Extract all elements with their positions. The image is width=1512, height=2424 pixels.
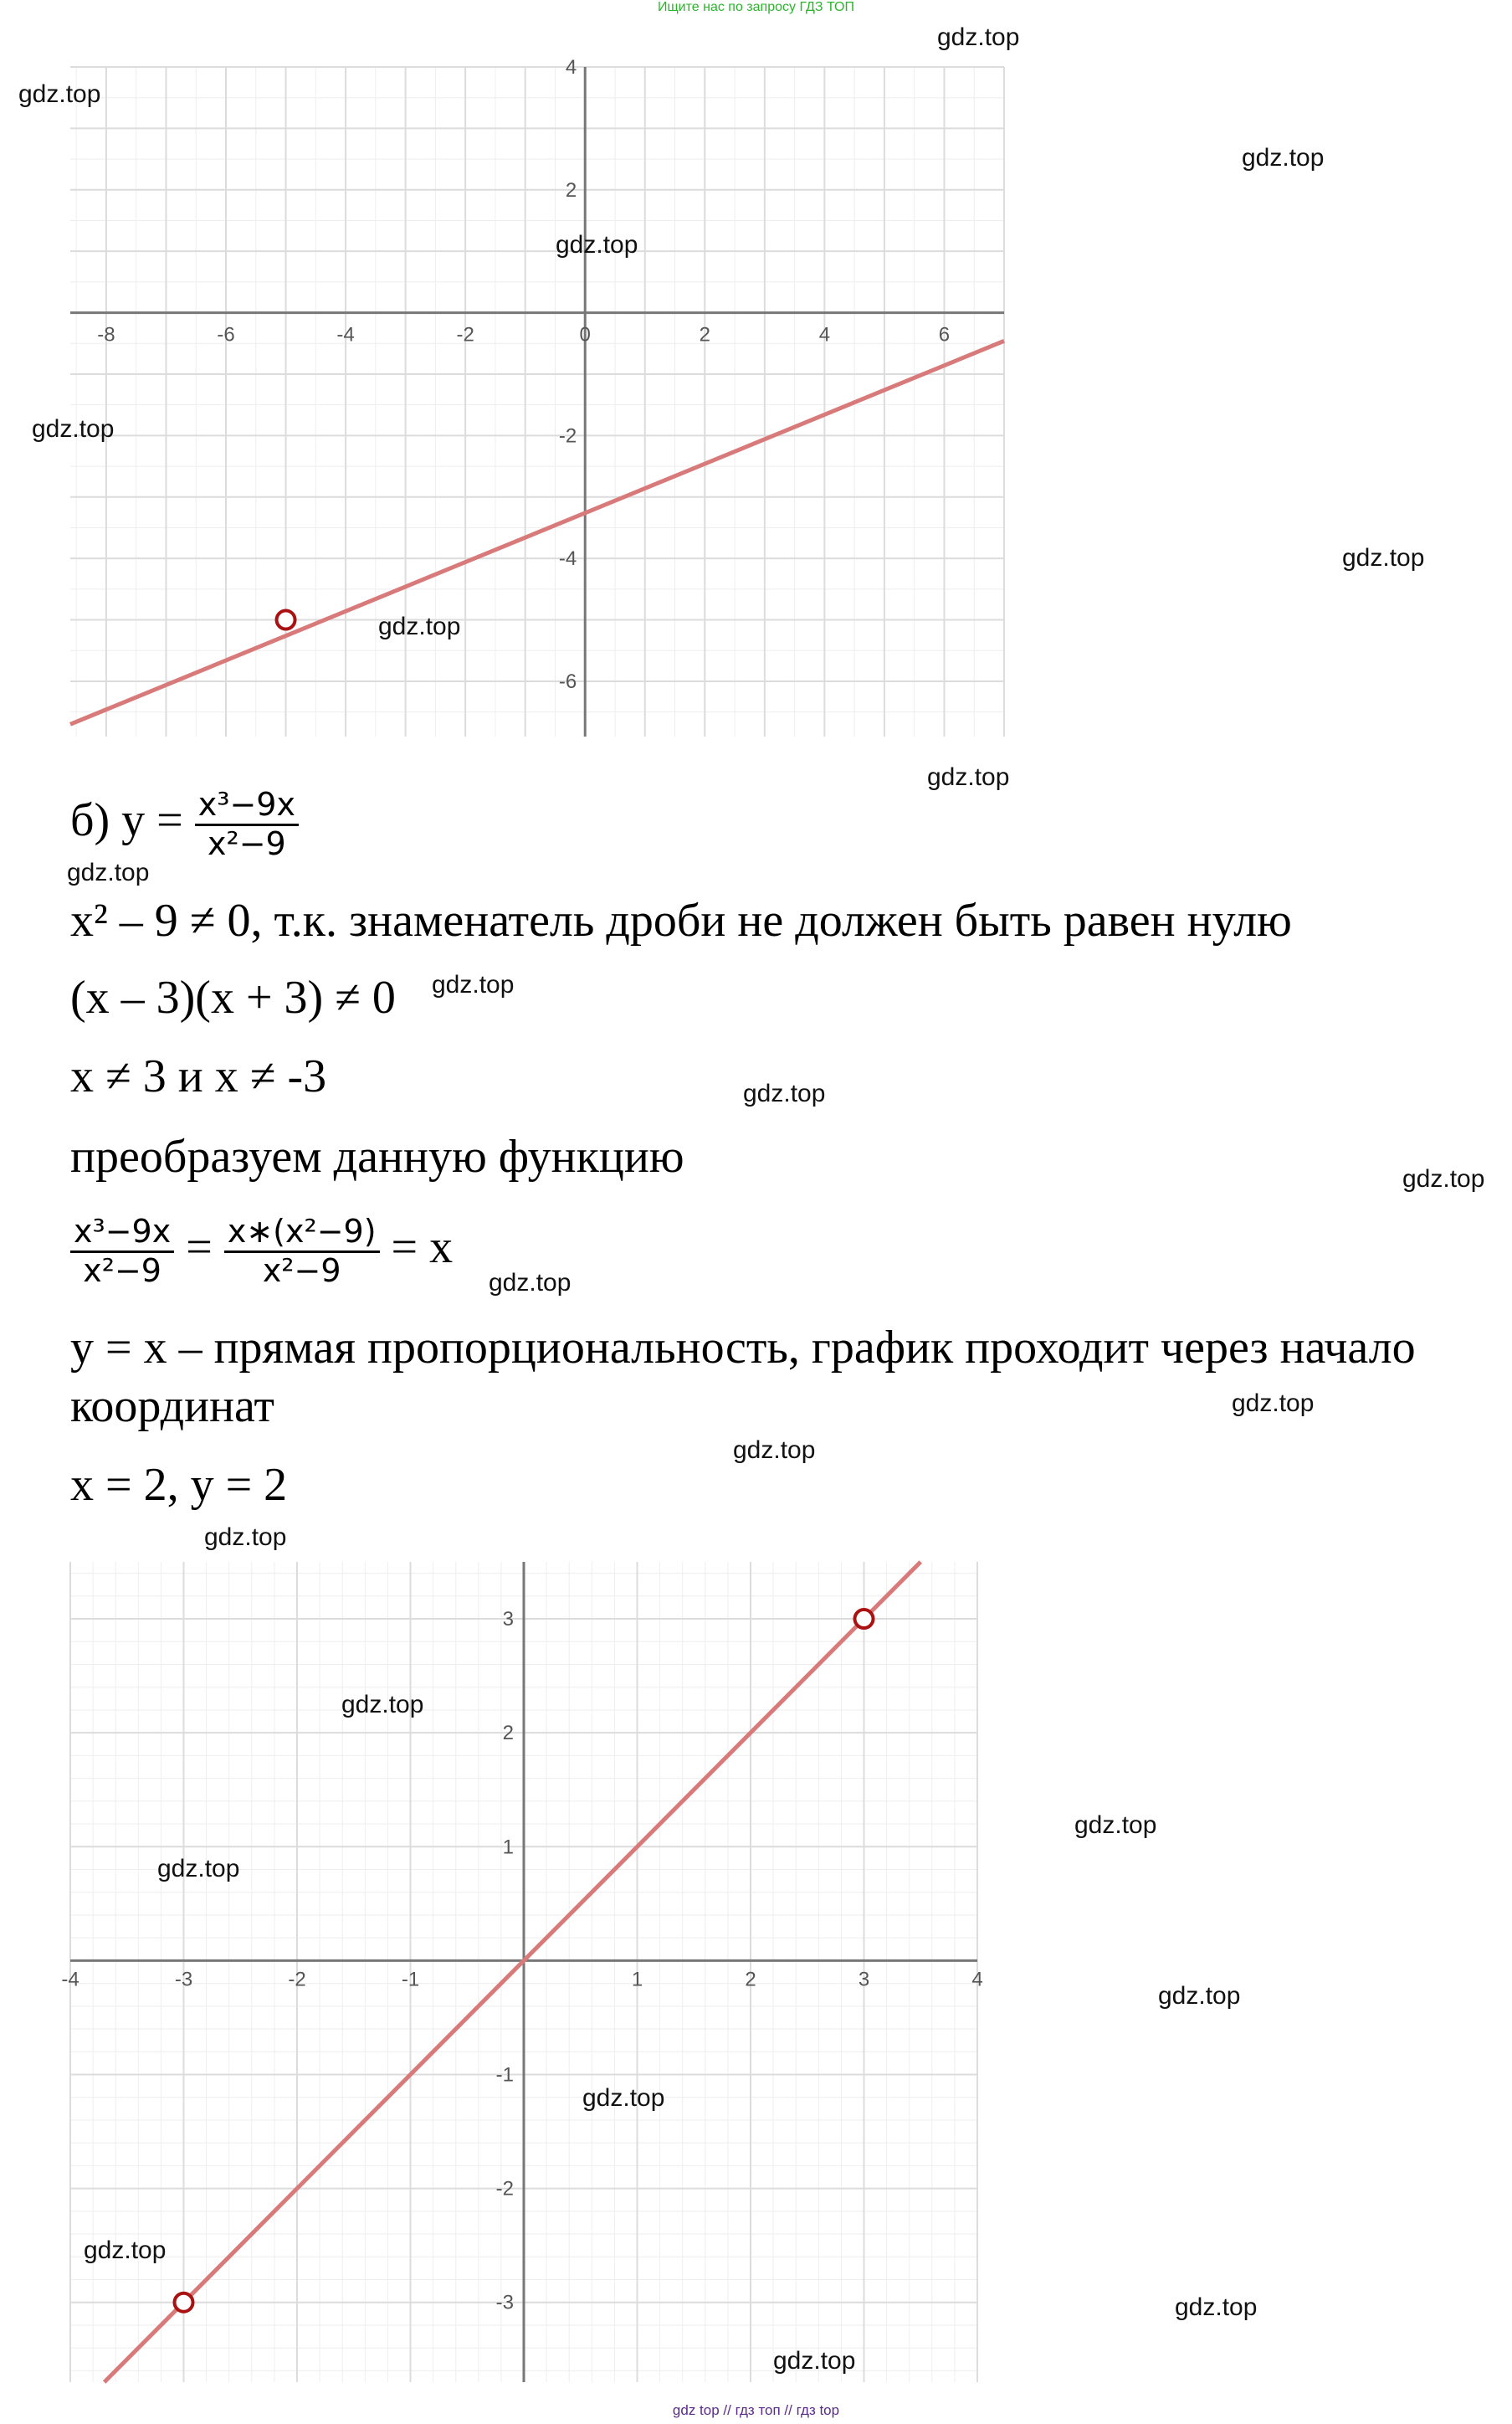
transform-line: преобразуем данную функцию bbox=[70, 1131, 684, 1183]
fraction-1 bbox=[195, 787, 299, 862]
x-tick-label: -1 bbox=[401, 1968, 420, 1991]
factored-line: (x – 3)(x + 3) ≠ 0 bbox=[70, 972, 396, 1024]
watermark: gdz.top bbox=[67, 859, 150, 886]
fraction-3-numerator: x∗(x²−9) bbox=[224, 1214, 380, 1253]
x-tick-label: 6 bbox=[938, 323, 951, 347]
x-tick-label: -4 bbox=[61, 1968, 79, 1991]
x-tick-label: -4 bbox=[336, 323, 355, 347]
watermark: gdz.top bbox=[927, 763, 1010, 791]
x-tick-label: 4 bbox=[818, 323, 831, 347]
watermark: gdz.top bbox=[84, 2237, 167, 2264]
watermark: gdz.top bbox=[1232, 1389, 1315, 1417]
watermark: gdz.top bbox=[32, 415, 115, 443]
proportionality-line-2: координат bbox=[70, 1380, 274, 1432]
y-tick-label: 2 bbox=[565, 178, 577, 202]
watermark: gdz.top bbox=[378, 613, 461, 640]
watermark: gdz.top bbox=[1402, 1165, 1485, 1193]
search-banner[interactable]: Ищите нас по запросу ГДЗ ТОП bbox=[658, 0, 854, 14]
watermark: gdz.top bbox=[773, 2347, 856, 2375]
y-tick-label: 2 bbox=[502, 1722, 514, 1745]
excluded-point bbox=[175, 2293, 193, 2312]
part-b-prefix: б) y = bbox=[70, 794, 183, 847]
watermark: gdz.top bbox=[937, 23, 1020, 51]
fraction-1-numerator: x³−9x bbox=[195, 787, 299, 826]
excluded-point bbox=[277, 611, 295, 629]
y-tick-label: 1 bbox=[502, 1836, 514, 1859]
y-tick-label: -6 bbox=[558, 670, 577, 693]
x-tick-label: -2 bbox=[288, 1968, 306, 1991]
graph-1 bbox=[70, 56, 1004, 737]
y-tick-label: -2 bbox=[495, 2177, 514, 2201]
series-line bbox=[105, 1562, 921, 2382]
fraction-3-denominator: x²−9 bbox=[262, 1251, 341, 1289]
series-line bbox=[70, 341, 1004, 724]
watermark: gdz.top bbox=[204, 1523, 287, 1551]
y-tick-label: -1 bbox=[495, 2063, 514, 2087]
y-tick-label: 4 bbox=[565, 56, 577, 79]
excluded-point bbox=[855, 1610, 874, 1628]
fraction-2 bbox=[70, 1214, 174, 1289]
x-tick-label: 4 bbox=[971, 1968, 983, 1991]
graph-2 bbox=[61, 1562, 983, 2382]
watermark: gdz.top bbox=[556, 231, 638, 259]
domain-line: x ≠ 3 и x ≠ -3 bbox=[70, 1050, 327, 1102]
y-tick-label: 3 bbox=[502, 1608, 514, 1631]
x-tick-label: -3 bbox=[174, 1968, 193, 1991]
x-tick-label: 3 bbox=[858, 1968, 870, 1991]
point-line: x = 2, y = 2 bbox=[70, 1459, 288, 1511]
x-tick-label: -8 bbox=[97, 323, 115, 347]
simplification-line bbox=[70, 1214, 453, 1289]
watermark: gdz.top bbox=[582, 2084, 665, 2112]
x-tick-label: -6 bbox=[217, 323, 235, 347]
fraction-2-numerator: x³−9x bbox=[70, 1214, 174, 1253]
x-tick-label: -2 bbox=[456, 323, 474, 347]
x-tick-label: 1 bbox=[631, 1968, 643, 1991]
watermark: gdz.top bbox=[18, 80, 101, 108]
y-tick-label: -4 bbox=[558, 547, 577, 571]
fraction-3 bbox=[224, 1214, 380, 1289]
part-b-formula bbox=[70, 787, 299, 862]
fraction-1-denominator: x²−9 bbox=[207, 824, 286, 862]
y-tick-label: -3 bbox=[495, 2291, 514, 2314]
y-tick-label: -2 bbox=[558, 424, 577, 448]
watermark: gdz.top bbox=[341, 1691, 424, 1718]
x-tick-label: 2 bbox=[699, 323, 710, 347]
watermark: gdz.top bbox=[1074, 1811, 1157, 1839]
watermark: gdz.top bbox=[1158, 1982, 1241, 2010]
proportionality-line: y = x – прямая пропорциональность, график проходит через начало bbox=[70, 1322, 1416, 1374]
condition-line: x² – 9 ≠ 0, т.к. знаменатель дроби не должен быть равен нулю bbox=[70, 895, 1292, 947]
watermark: gdz.top bbox=[1242, 144, 1325, 172]
watermark: gdz.top bbox=[733, 1436, 816, 1464]
watermark: gdz.top bbox=[743, 1080, 826, 1107]
watermark: gdz.top bbox=[1175, 2293, 1258, 2321]
watermark: gdz.top bbox=[489, 1269, 571, 1297]
equals-sign: = bbox=[186, 1221, 213, 1274]
x-tick-label: 0 bbox=[579, 323, 591, 347]
footer-links[interactable]: gdz top // гдз топ // гдз top bbox=[672, 2402, 840, 2418]
watermark: gdz.top bbox=[432, 971, 515, 999]
watermark: gdz.top bbox=[157, 1855, 240, 1882]
watermark: gdz.top bbox=[1342, 544, 1425, 572]
x-tick-label: 2 bbox=[745, 1968, 756, 1991]
fraction-2-denominator: x²−9 bbox=[83, 1251, 161, 1289]
result: = x bbox=[391, 1221, 454, 1274]
